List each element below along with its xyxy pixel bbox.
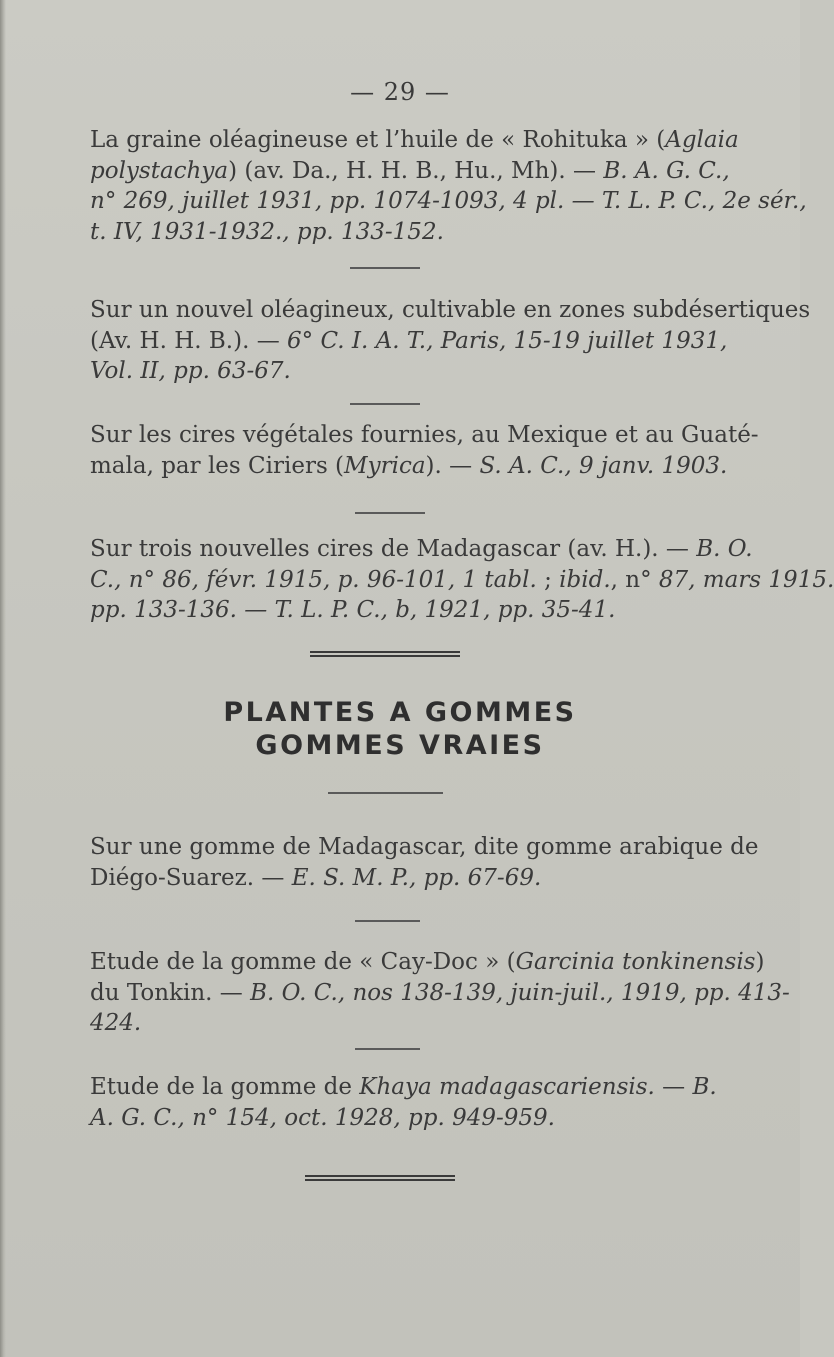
text: Diégo-Suarez. — bbox=[90, 864, 292, 891]
bibliography-entry bbox=[90, 832, 759, 893]
entry-line bbox=[90, 947, 765, 978]
text: ) (av. Da., H. H. B., Hu., Mh). — bbox=[228, 157, 604, 184]
text: ). — bbox=[425, 452, 480, 479]
bibliography-entry bbox=[90, 1072, 717, 1133]
entry-line bbox=[90, 295, 811, 326]
text: ) bbox=[755, 949, 765, 975]
text: du Tonkin. — bbox=[90, 979, 251, 1006]
entry-line bbox=[90, 832, 759, 863]
italic-text: Garcinia tonkinensis bbox=[515, 949, 756, 975]
italic-text: ibid. bbox=[559, 566, 611, 593]
entry-line bbox=[90, 420, 759, 451]
entry-line bbox=[90, 186, 807, 217]
text: Sur un nouvel oléagineux, cultivable en zones subdésertiques bbox=[90, 297, 811, 323]
bibliography-entry bbox=[90, 534, 834, 626]
section-double-rule bbox=[310, 651, 460, 657]
italic-text: B. O. C., nos 138-139, juin-juil., 1919, pp. 413- bbox=[250, 979, 790, 1006]
text: Etude de la gomme de bbox=[90, 1074, 360, 1100]
italic-text: B. O. bbox=[696, 536, 753, 562]
entry-separator bbox=[350, 403, 420, 405]
page-spine bbox=[0, 0, 6, 1357]
section-heading-secondary: GOMMES VRAIES bbox=[255, 730, 545, 761]
bibliography-entry bbox=[90, 125, 807, 247]
entry-line bbox=[90, 978, 790, 1009]
italic-text: polystachya bbox=[90, 157, 229, 184]
italic-text: Myrica bbox=[344, 452, 426, 479]
italic-text: B. A. G. C., bbox=[603, 157, 730, 184]
page-number: — 29 — bbox=[350, 78, 450, 106]
bibliography-entry bbox=[90, 420, 759, 481]
entry-line bbox=[90, 125, 739, 156]
italic-text: E. S. M. P., pp. 67-69. bbox=[291, 864, 542, 891]
entry-separator bbox=[355, 920, 420, 922]
section-double-rule bbox=[305, 1175, 455, 1181]
italic-text: t. IV, 1931-1932., pp. 133-152. bbox=[90, 218, 444, 245]
italic-text: 87, mars 1915. bbox=[658, 566, 834, 593]
italic-text: S. A. C., 9 janv. 1903. bbox=[479, 452, 728, 479]
entry-separator bbox=[350, 267, 420, 269]
text: Sur les cires végétales fournies, au Mexique et au Guaté- bbox=[90, 422, 759, 448]
italic-text: Khaya madagascariensis. bbox=[359, 1074, 655, 1100]
entry-line bbox=[90, 356, 712, 387]
entry-line bbox=[90, 565, 834, 596]
italic-text: 424. bbox=[90, 1010, 142, 1036]
text: Sur trois nouvelles cires de Madagascar (av. H.). — bbox=[90, 536, 697, 562]
entry-line bbox=[90, 595, 712, 626]
text: Etude de la gomme de « Cay-Doc » ( bbox=[90, 949, 516, 975]
italic-text: Vol. II, pp. 63-67. bbox=[90, 358, 291, 384]
entry-separator bbox=[328, 792, 443, 794]
bibliography-entry bbox=[90, 947, 790, 1039]
italic-text: B. bbox=[692, 1074, 717, 1100]
entry-line bbox=[90, 863, 712, 894]
entry-line bbox=[90, 326, 728, 357]
text: La graine oléagineuse et l’huile de « Rohituka » ( bbox=[90, 127, 666, 153]
entry-line bbox=[90, 1008, 712, 1039]
text: Sur une gomme de Madagascar, dite gomme arabique de bbox=[90, 834, 759, 860]
entry-line bbox=[90, 451, 728, 482]
entry-separator bbox=[355, 512, 425, 514]
italic-text: n° 269, juillet 1931, pp. 1074-1093, 4 pl. — T. L. P. C., 2e sér., bbox=[90, 188, 807, 214]
entry-line bbox=[90, 1072, 717, 1103]
entry-line bbox=[90, 156, 730, 187]
section-heading-primary: PLANTES A GOMMES bbox=[223, 697, 577, 728]
text: , n° bbox=[610, 566, 659, 593]
italic-text: Aglaia bbox=[665, 127, 739, 153]
bibliography-entry bbox=[90, 295, 811, 387]
text: ; bbox=[536, 566, 560, 593]
italic-text: 6° C. I. A. T., Paris, 15-19 juillet 1931, bbox=[287, 327, 728, 354]
text: (Av. H. H. B.). — bbox=[90, 327, 288, 354]
entry-line bbox=[90, 217, 712, 248]
entry-line bbox=[90, 534, 753, 565]
entry-separator bbox=[355, 1048, 420, 1050]
text: — bbox=[654, 1074, 693, 1100]
italic-text: A. G. C., n° 154, oct. 1928, pp. 949-959. bbox=[90, 1104, 555, 1131]
italic-text: pp. 133-136. — T. L. P. C., b, 1921, pp. 35-41. bbox=[90, 597, 616, 623]
italic-text: C., n° 86, févr. 1915, p. 96-101, 1 tabl. bbox=[90, 566, 537, 593]
entry-line bbox=[90, 1103, 712, 1134]
text: mala, par les Ciriers ( bbox=[90, 452, 345, 479]
